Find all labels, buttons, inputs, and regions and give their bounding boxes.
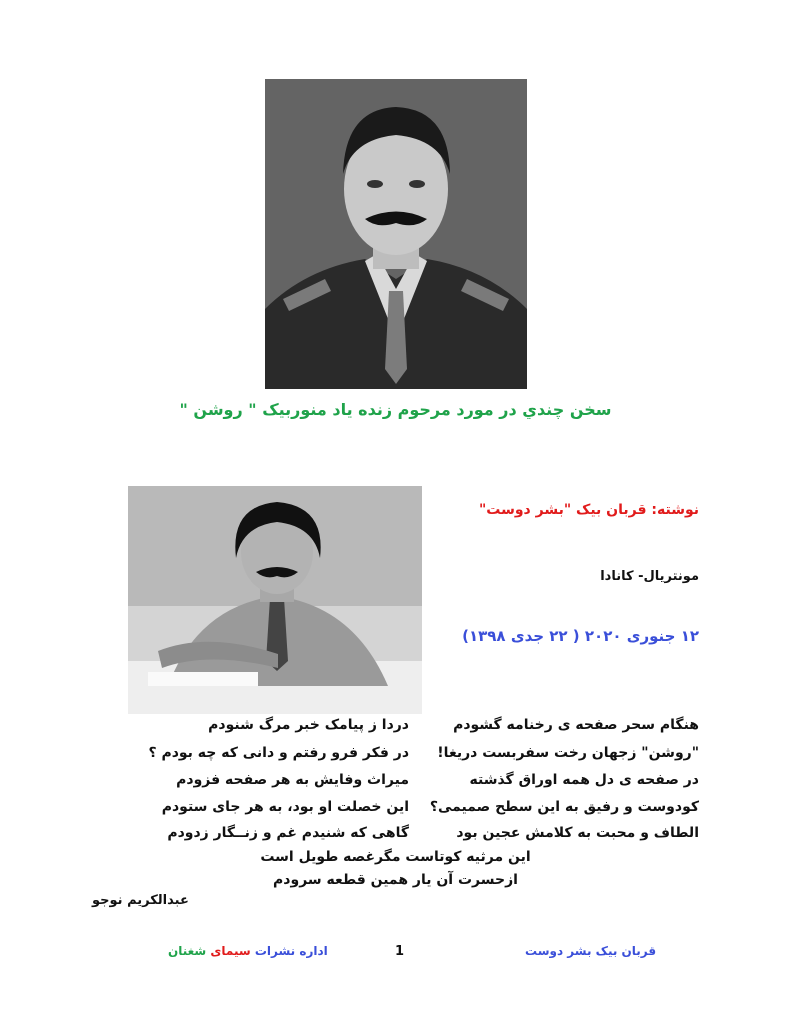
poem-line: در فکر فرو رفتم و دانی که چه بودم ؟ (148, 745, 409, 761)
portrait-photo-uniform (265, 79, 527, 389)
poem-closing-line: ازحسرت آن یار همین قطعه سرودم (273, 872, 518, 888)
signature: عبدالکریم نوجو (92, 893, 189, 908)
page-number: 1 (395, 944, 405, 959)
footer-author: قربان بیک بشر دوست (525, 944, 657, 958)
poem-line: "روشن" زجهان رخت سفربست دریغا! (437, 745, 699, 761)
place-line: مونتریال- کانادا (600, 569, 699, 584)
footer-brand-simai: سیمای (210, 944, 251, 958)
portrait-photo-desk (128, 486, 422, 714)
footer-publisher (168, 944, 328, 958)
author-line: نوشته: قربان بیک "بشر دوست" (478, 502, 699, 518)
poem-line: میراث وفایش به هر صفحه فزودم (176, 772, 409, 788)
poem-line: الطاف و محبت به کلامش عجین بود (456, 825, 699, 841)
poem-line: کودوست و رفیق به این سطح صمیمی؟ (429, 799, 699, 815)
poem-line: دردا ز پیامک خبر مرگ شنودم (208, 717, 409, 733)
poem-line: گاهی که شنیدم غم و زنــگار زدودم (167, 825, 409, 841)
article-title: سخن چندي در مورد مرحوم زنده یاد منوربیک " روشن " (179, 400, 612, 419)
poem-line: در صفحه ی دل همه اوراق گذشته (469, 772, 699, 788)
poem-closing-line: این مرثیه کوتاست مگرغصه طویل است (260, 849, 531, 865)
footer-publisher-prefix: اداره نشرات (250, 944, 328, 958)
date-line: ۱۲ جنوری ۲۰۲۰ ( ۲۲ جدی ۱۳۹۸) (462, 627, 699, 645)
footer-brand-shughnan: شغنان (168, 944, 211, 958)
poem-line: هنگام سحر صفحه ی رخنامه گشودم (453, 717, 699, 733)
poem-line: این خصلت او بود، به هر جای ستودم (161, 799, 409, 815)
